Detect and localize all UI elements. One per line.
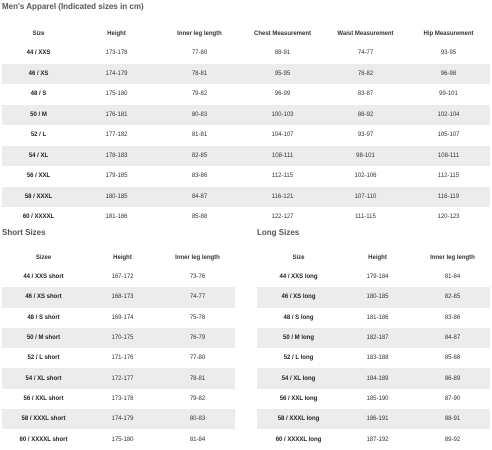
value-cell: 167-172 <box>111 274 134 281</box>
value-cell: 187-192 <box>366 436 389 443</box>
size-cell: 48 / S <box>30 91 47 98</box>
value-cell: 181-186 <box>105 214 128 221</box>
value-cell: 89-92 <box>444 436 461 443</box>
table-row <box>2 389 235 409</box>
value-cell: 180-185 <box>340 287 415 307</box>
value-cell: 105-107 <box>437 132 460 139</box>
value-cell: 81-84 <box>444 274 461 281</box>
size-cell: 44 / XXS long <box>279 274 318 281</box>
column-header: Height <box>113 255 132 261</box>
value-cell: 88-91 <box>415 409 490 429</box>
column-header: Waist Measurement <box>337 31 394 37</box>
table-row <box>2 429 235 449</box>
value-cell: 88-91 <box>274 50 291 57</box>
value-cell: 79-82 <box>189 395 206 402</box>
main-size-table <box>2 25 490 228</box>
size-cell: 46 / XS short <box>2 287 85 307</box>
value-cell: 93-97 <box>357 132 374 139</box>
value-cell: 185-190 <box>366 395 389 402</box>
table-row <box>2 348 235 368</box>
size-cell: 52 / L long <box>283 355 314 362</box>
value-cell: 88-92 <box>324 105 407 126</box>
value-cell: 96-98 <box>407 64 490 85</box>
value-cell: 168-173 <box>85 287 160 307</box>
value-cell: 116-119 <box>407 187 490 208</box>
table-row <box>2 84 490 105</box>
size-cell: 52 / L short <box>27 355 60 362</box>
size-cell: 46 / XS <box>2 64 75 85</box>
value-cell: 175-180 <box>111 436 134 443</box>
size-cell: 56 / XXL long <box>279 395 318 402</box>
value-cell: 177-182 <box>105 132 128 139</box>
value-cell: 104-107 <box>271 132 294 139</box>
size-cell: 48 / S short <box>27 314 60 321</box>
value-cell: 171-176 <box>111 355 134 362</box>
size-cell: 56 / XXL short <box>23 395 64 402</box>
value-cell: 122-127 <box>271 214 294 221</box>
column-header: Sizee <box>35 255 52 261</box>
column-header: Height <box>107 31 126 37</box>
table-row <box>257 267 490 287</box>
page-title: Men's Apparel (Indicated sizes in cm) <box>2 2 144 11</box>
value-cell: 173-178 <box>105 50 128 57</box>
value-cell: 80-83 <box>158 105 241 126</box>
column-header: Chest Measurement <box>253 31 312 37</box>
value-cell: 87-90 <box>444 395 461 402</box>
value-cell: 108-111 <box>407 146 490 167</box>
size-cell: 48 / S long <box>283 314 314 321</box>
column-header: Height <box>368 255 387 261</box>
size-cell: 50 / M long <box>257 328 340 348</box>
value-cell: 84-87 <box>158 187 241 208</box>
table-row <box>257 287 490 307</box>
long-sizes-title: Long Sizes <box>257 228 300 237</box>
column-header: Inner leg length <box>175 255 220 261</box>
value-cell: 78-81 <box>160 368 235 388</box>
value-cell: 93-95 <box>440 50 457 57</box>
size-cell: 58 / XXXL <box>2 187 75 208</box>
value-cell: 179-184 <box>366 274 389 281</box>
value-cell: 78-81 <box>158 64 241 85</box>
value-cell: 85-88 <box>444 355 461 362</box>
table-row <box>2 43 490 64</box>
table-row <box>2 267 235 287</box>
size-cell: 56 / XXL <box>26 173 51 180</box>
table-header-row <box>2 249 235 267</box>
table-row <box>2 64 490 85</box>
value-cell: 77-80 <box>189 355 206 362</box>
value-cell: 99-101 <box>439 91 458 98</box>
value-cell: 170-175 <box>85 328 160 348</box>
size-cell: 54 / XL long <box>257 368 340 388</box>
value-cell: 183-188 <box>366 355 389 362</box>
value-cell: 81-84 <box>189 436 206 443</box>
value-cell: 169-174 <box>111 314 134 321</box>
column-header: Inner leg length <box>177 31 222 37</box>
table-header-row <box>257 249 490 267</box>
table-row <box>2 105 490 126</box>
value-cell: 176-181 <box>75 105 158 126</box>
value-cell: 182-187 <box>340 328 415 348</box>
long-size-table <box>257 249 490 450</box>
value-cell: 96-99 <box>274 91 291 98</box>
value-cell: 100-103 <box>241 105 324 126</box>
table-row <box>2 328 235 348</box>
size-cell: 58 / XXXL short <box>2 409 85 429</box>
value-cell: 74-77 <box>160 287 235 307</box>
value-cell: 173-178 <box>111 395 134 402</box>
value-cell: 112-115 <box>271 173 294 180</box>
table-row <box>2 308 235 328</box>
value-cell: 82-85 <box>158 146 241 167</box>
value-cell: 179-185 <box>105 173 128 180</box>
value-cell: 178-183 <box>75 146 158 167</box>
value-cell: 116-121 <box>241 187 324 208</box>
value-cell: 108-111 <box>241 146 324 167</box>
value-cell: 85-88 <box>191 214 208 221</box>
table-row <box>257 409 490 429</box>
value-cell: 77-80 <box>191 50 208 57</box>
value-cell: 75-78 <box>189 314 206 321</box>
value-cell: 102-106 <box>354 173 377 180</box>
short-sizes-title: Short Sizes <box>2 228 46 237</box>
value-cell: 86-89 <box>415 368 490 388</box>
table-row <box>2 146 490 167</box>
table-row <box>257 308 490 328</box>
column-header: Size <box>32 31 45 37</box>
value-cell: 184-189 <box>340 368 415 388</box>
value-cell: 112-115 <box>437 173 460 180</box>
table-row <box>2 409 235 429</box>
value-cell: 80-83 <box>160 409 235 429</box>
value-cell: 98-101 <box>324 146 407 167</box>
size-cell: 44 / XXS short <box>23 274 64 281</box>
value-cell: 83-87 <box>357 91 374 98</box>
table-row <box>2 166 490 187</box>
size-cell: 44 / XXS <box>26 50 51 57</box>
table-row <box>257 328 490 348</box>
table-row <box>2 187 490 208</box>
value-cell: 84-87 <box>415 328 490 348</box>
table-row <box>2 125 490 146</box>
column-header: Inner leg length <box>430 255 475 261</box>
size-cell: 50 / M <box>2 105 75 126</box>
value-cell: 174-179 <box>85 409 160 429</box>
table-row <box>2 287 235 307</box>
table-row <box>257 348 490 368</box>
value-cell: 107-110 <box>324 187 407 208</box>
size-cell: 50 / M short <box>2 328 85 348</box>
value-cell: 175-180 <box>105 91 128 98</box>
value-cell: 111-115 <box>355 214 376 221</box>
short-size-table <box>2 249 235 450</box>
value-cell: 174-179 <box>75 64 158 85</box>
table-row <box>257 429 490 449</box>
size-cell: 54 / XL short <box>2 368 85 388</box>
size-cell: 60 / XXXXL short <box>19 436 68 443</box>
value-cell: 180-185 <box>75 187 158 208</box>
value-cell: 82-85 <box>415 287 490 307</box>
value-cell: 95-95 <box>241 64 324 85</box>
size-cell: 54 / XL <box>2 146 75 167</box>
column-header: Hip Measurement <box>423 31 474 37</box>
value-cell: 181-186 <box>366 314 389 321</box>
value-cell: 73-76 <box>189 274 206 281</box>
value-cell: 81-81 <box>191 132 208 139</box>
table-row <box>257 368 490 388</box>
value-cell: 74-77 <box>357 50 374 57</box>
value-cell: 186-191 <box>340 409 415 429</box>
size-cell: 52 / L <box>30 132 47 139</box>
column-header: Size <box>292 255 305 261</box>
size-cell: 60 / XXXXL long <box>275 436 322 443</box>
size-cell: 58 / XXXL long <box>257 409 340 429</box>
value-cell: 79-82 <box>191 91 208 98</box>
table-header-row <box>2 25 490 43</box>
size-cell: 60 / XXXXL <box>22 214 55 221</box>
value-cell: 102-104 <box>407 105 490 126</box>
value-cell: 120-123 <box>437 214 460 221</box>
table-row <box>2 368 235 388</box>
value-cell: 76-79 <box>160 328 235 348</box>
table-row <box>2 207 490 228</box>
table-row <box>257 389 490 409</box>
value-cell: 78-82 <box>324 64 407 85</box>
size-cell: 46 / XS long <box>257 287 340 307</box>
value-cell: 83-86 <box>444 314 461 321</box>
value-cell: 83-86 <box>191 173 208 180</box>
value-cell: 172-177 <box>85 368 160 388</box>
